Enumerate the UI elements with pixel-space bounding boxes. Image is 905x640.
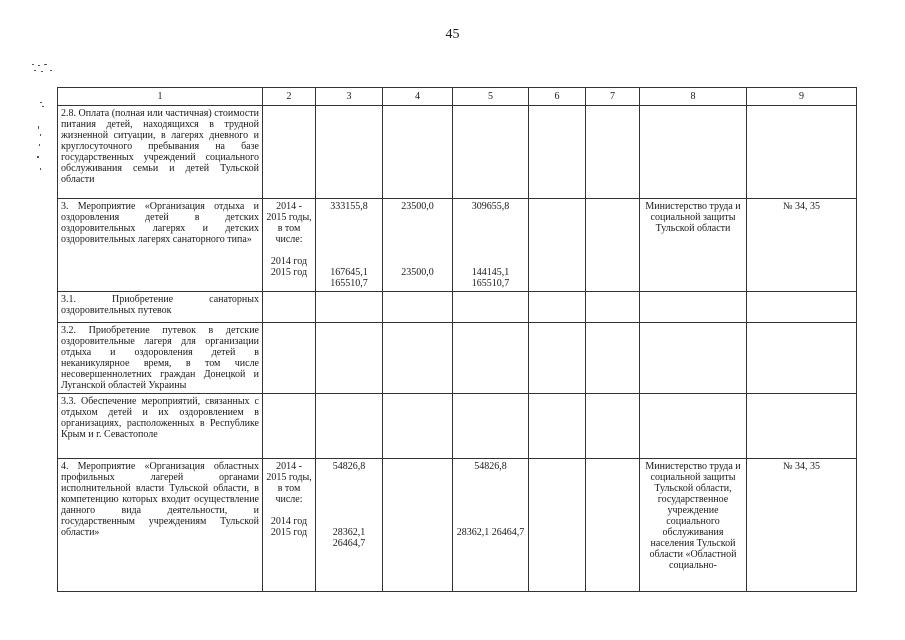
period-cell: [263, 292, 316, 323]
executor-cell: [640, 292, 747, 323]
item-description: 4. Мероприятие «Организация областных профильных лагерей органами исполнительной власти Тульской области, в компетенцию которых входит осуществление данного вида деятельности, и государственным учреждениям Тульской области»: [58, 459, 263, 592]
amount-federal-cell: [383, 394, 453, 459]
table-row: [58, 323, 857, 394]
amount-federal-cell: [383, 199, 453, 292]
amount-total-cell: [316, 323, 383, 394]
header-cell: 2: [263, 88, 316, 106]
header-cell: 6: [529, 88, 586, 106]
amount-regional-cell: [453, 292, 529, 323]
col6-cell: [529, 292, 586, 323]
item-description: 3.1. Приобретение санаторных оздоровительных путевок: [58, 292, 263, 323]
amount-total-cell: [316, 199, 383, 292]
executor-cell: [640, 394, 747, 459]
amount-regional-cell: [453, 459, 529, 592]
amount-by-year: 28362,1 26464,7: [332, 527, 366, 549]
header-cell: 1: [58, 88, 263, 106]
col6-cell: [529, 394, 586, 459]
indicator-cell: № 34, 35: [747, 199, 857, 292]
period-cell: [263, 459, 316, 592]
amount-federal-by-year: 23500,0: [401, 267, 434, 278]
col6-cell: [529, 199, 586, 292]
executor-cell: [640, 106, 747, 199]
table-row: [58, 292, 857, 323]
executor-cell: [640, 323, 747, 394]
indicator-cell: [747, 394, 857, 459]
amount-total-cell: [316, 459, 383, 592]
header-row: [58, 88, 857, 106]
table-row: [58, 459, 857, 592]
amount-total: 54826,8: [332, 461, 366, 472]
period-total: 2014 - 2015 годы, в том числе:: [266, 201, 312, 245]
header-cell: 9: [747, 88, 857, 106]
col7-cell: [586, 199, 640, 292]
amount-regional-cell: [453, 394, 529, 459]
table-row: [58, 394, 857, 459]
amount-regional-cell: [453, 199, 529, 292]
col7-cell: [586, 394, 640, 459]
col7-cell: [586, 106, 640, 199]
amount-regional-cell: [453, 106, 529, 199]
amount-regional: 54826,8: [474, 461, 507, 472]
col6-cell: [529, 323, 586, 394]
header-cell: 8: [640, 88, 747, 106]
table-row: [58, 106, 857, 199]
item-description: 2.8. Оплата (полная или частичная) стоимости питания детей, находящихся в трудной жизненной ситуации, в лагерях дневного и круглосуточного пребывания на базе государственных учреждений социального обслуживания семьи и детей Тульской области: [58, 106, 263, 199]
header-cell: 5: [453, 88, 529, 106]
amount-federal: 23500,0: [401, 201, 434, 212]
indicator-cell: № 34, 35: [747, 459, 857, 592]
amount-total-cell: [316, 394, 383, 459]
period-cell: [263, 199, 316, 292]
item-description: 3. Мероприятие «Организация отдыха и оздоровления детей в детских оздоровительных лагерях и детских оздоровительных лагерях санаторного типа»: [58, 199, 263, 292]
header-cell: 7: [586, 88, 640, 106]
amount-total-cell: [316, 106, 383, 199]
data-table: [57, 87, 857, 592]
scan-specks: [30, 64, 60, 224]
executor-cell: Министерство труда и социальной защиты Тульской области: [640, 199, 747, 292]
indicator-cell: [747, 292, 857, 323]
header-cell: 3: [316, 88, 383, 106]
col6-cell: [529, 459, 586, 592]
period-years: 2014 год 2015 год: [270, 516, 308, 538]
item-description: 3.3. Обеспечение мероприятий, связанных с отдыхом детей и их оздоровлением в организациях, расположенных в Республике Крым и г. Севастополе: [58, 394, 263, 459]
indicator-cell: [747, 323, 857, 394]
amount-regional-by-year: 28362,1 26464,7: [456, 527, 525, 538]
item-description: 3.2. Приобретение путевок в детские оздоровительные лагеря для организации отдыха и оздоровления детей в неканикулярное время, в том числе несовершеннолетних граждан Донецкой и Луганской областей Украины: [58, 323, 263, 394]
indicator-cell: [747, 106, 857, 199]
amount-federal-cell: [383, 292, 453, 323]
amount-federal-cell: [383, 459, 453, 592]
col7-cell: [586, 323, 640, 394]
amount-total: 333155,8: [330, 201, 368, 212]
amount-regional: 309655,8: [471, 201, 510, 212]
header-cell: 4: [383, 88, 453, 106]
period-cell: [263, 394, 316, 459]
amount-regional-by-year: 144145,1 165510,7: [471, 267, 510, 289]
period-years: 2014 год 2015 год: [270, 256, 308, 278]
table-row: [58, 199, 857, 292]
amount-federal-cell: [383, 323, 453, 394]
page-number: 45: [445, 27, 460, 42]
amount-by-year: 167645,1 165510,7: [330, 267, 368, 289]
col7-cell: [586, 459, 640, 592]
executor-cell: Министерство труда и социальной защиты Тульской области, государственное учреждение социального обслуживания населения Тульской области «Областной социально-: [640, 459, 747, 592]
amount-total-cell: [316, 292, 383, 323]
col6-cell: [529, 106, 586, 199]
amount-regional-cell: [453, 323, 529, 394]
col7-cell: [586, 292, 640, 323]
period-cell: [263, 106, 316, 199]
period-total: 2014 - 2015 годы, в том числе:: [266, 461, 312, 505]
amount-federal-cell: [383, 106, 453, 199]
period-cell: [263, 323, 316, 394]
